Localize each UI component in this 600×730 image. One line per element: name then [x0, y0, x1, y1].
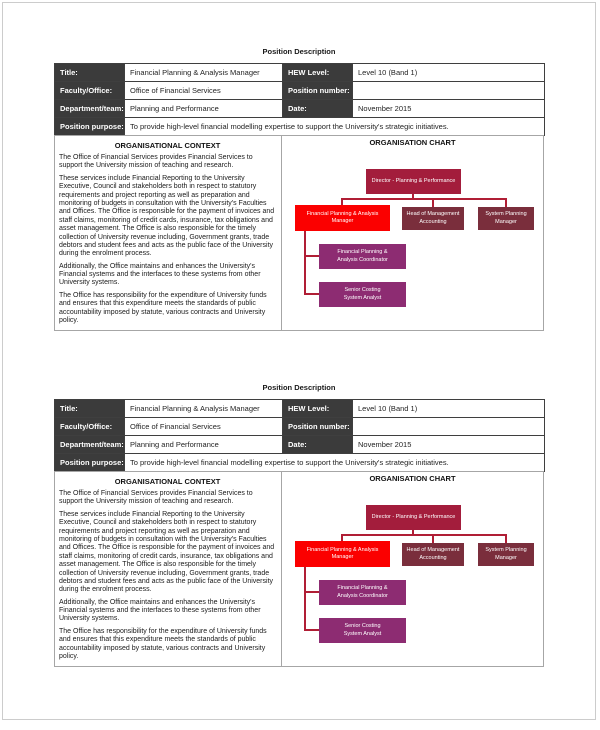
org-node-label: Financial Planning & Analysis Coordinator	[337, 249, 388, 263]
position-description-page	[54, 383, 544, 667]
organisational-context-section	[54, 135, 282, 331]
document-pages	[3, 3, 595, 667]
title-value: Financial Planning & Analysis Manager	[125, 400, 283, 418]
org-node-head-management-accounting	[402, 543, 464, 566]
context-paragraph: Additionally, the Office maintains and enhances the University's Financial systems and the interfaces to these systems from other University systems.	[59, 262, 261, 287]
table-row	[55, 436, 545, 454]
context-paragraph: The Office has responsibility for the expenditure of University funds and ensures that this expenditure meets the standards of public accountability imposed by statute, various contracts and University policy.	[59, 291, 267, 325]
org-node-label: Senior Costing System Analyst	[343, 287, 382, 301]
position-purpose-label: Position purpose:	[55, 454, 125, 472]
context-paragraph: The Office has responsibility for the expenditure of University funds and ensures that this expenditure meets the standards of public accountability imposed by statute, various contracts and University policy.	[59, 627, 267, 661]
organisational-context-heading: ORGANISATIONAL CONTEXT	[114, 477, 221, 486]
organisation-chart-heading: ORGANISATION CHART	[369, 138, 456, 147]
org-node-senior-costing-system-analyst	[319, 282, 406, 307]
org-connector	[304, 231, 306, 295]
position-info-table	[54, 399, 545, 472]
org-node-financial-planning-analysis-manager	[295, 205, 390, 231]
position-number-label: Position number:	[283, 418, 353, 436]
department-team-label: Department/team:	[55, 436, 125, 454]
context-and-chart-row	[54, 135, 544, 331]
org-node-financial-planning-analysis-coordinator	[319, 244, 406, 269]
position-description-page	[54, 47, 544, 331]
document-frame	[2, 2, 596, 720]
hew-level-label: HEW Level:	[283, 64, 353, 82]
org-connector	[341, 534, 507, 536]
org-connector	[341, 198, 507, 200]
context-paragraph: The Office of Financial Services provides Financial Services to support the University mission of teaching and research.	[59, 490, 253, 506]
org-connector	[306, 629, 319, 631]
org-connector	[505, 200, 507, 207]
date-label: Date:	[283, 436, 353, 454]
org-node-label: Senior Costing System Analyst	[343, 623, 382, 637]
table-row	[55, 82, 545, 100]
context-and-chart-row	[54, 471, 544, 667]
hew-level-value: Level 10 (Band 1)	[353, 64, 545, 82]
position-number-label: Position number:	[283, 82, 353, 100]
org-node-financial-planning-analysis-manager	[295, 541, 390, 567]
table-row	[55, 400, 545, 418]
org-node-system-planning-manager	[478, 207, 534, 230]
faculty-office-label: Faculty/Office:	[55, 82, 125, 100]
org-connector	[306, 591, 319, 593]
org-node-financial-planning-analysis-coordinator	[319, 580, 406, 605]
organisation-chart-heading: ORGANISATION CHART	[369, 474, 456, 483]
org-node-director	[366, 169, 461, 194]
title-label: Title:	[55, 400, 125, 418]
position-number-value	[353, 418, 545, 436]
position-purpose-value: To provide high-level financial modelling expertise to support the University's strategic initiatives.	[125, 118, 545, 136]
table-row	[55, 118, 545, 136]
org-node-label: System Planning Manager	[485, 211, 527, 225]
position-info-table	[54, 63, 545, 136]
hew-level-label: HEW Level:	[283, 400, 353, 418]
organisational-context-heading: ORGANISATIONAL CONTEXT	[114, 141, 221, 150]
position-number-value	[353, 82, 545, 100]
org-connector	[432, 200, 434, 207]
context-paragraph: These services include Financial Reporting to the University Executive, Council and stakeholders both in respect to statutory requirements and project reporting as well as preparation and monitoring of budgets in consultation with the University's Faculties and Offices. The Office is responsible for the payment of invoices and staff claims, monitoring of credit cards, insurance, tax obligations and asset management. The Office is also responsible for the timely collection of University revenue including, Government grants, trade debtors and student fees and acts as the public face of the University during the enrolment process.	[59, 510, 275, 594]
org-connector	[306, 293, 319, 295]
date-value: November 2015	[353, 436, 545, 454]
document-title: Position Description	[262, 47, 336, 56]
org-node-label: Financial Planning & Analysis Manager	[306, 210, 379, 224]
date-label: Date:	[283, 100, 353, 118]
org-node-label: Director - Planning & Performance	[371, 177, 456, 184]
faculty-office-label: Faculty/Office:	[55, 418, 125, 436]
context-paragraph: Additionally, the Office maintains and enhances the University's Financial systems and the interfaces to these systems from other University systems.	[59, 598, 261, 623]
org-node-label: Head of Management Accounting	[406, 547, 460, 561]
org-node-director	[366, 505, 461, 530]
org-node-label: Director - Planning & Performance	[371, 513, 456, 520]
context-paragraph: The Office of Financial Services provides Financial Services to support the University mission of teaching and research.	[59, 154, 253, 170]
hew-level-value: Level 10 (Band 1)	[353, 400, 545, 418]
org-connector	[432, 536, 434, 543]
org-node-label: Head of Management Accounting	[406, 211, 460, 225]
title-label: Title:	[55, 64, 125, 82]
position-purpose-label: Position purpose:	[55, 118, 125, 136]
department-team-value: Planning and Performance	[125, 100, 283, 118]
table-row	[55, 64, 545, 82]
org-node-system-planning-manager	[478, 543, 534, 566]
org-connector	[306, 255, 319, 257]
organisation-chart-section	[282, 471, 544, 667]
department-team-value: Planning and Performance	[125, 436, 283, 454]
org-node-senior-costing-system-analyst	[319, 618, 406, 643]
faculty-office-value: Office of Financial Services	[125, 418, 283, 436]
date-value: November 2015	[353, 100, 545, 118]
organisational-context-section	[54, 471, 282, 667]
document-title: Position Description	[262, 383, 336, 392]
org-node-head-management-accounting	[402, 207, 464, 230]
department-team-label: Department/team:	[55, 100, 125, 118]
table-row	[55, 418, 545, 436]
title-value: Financial Planning & Analysis Manager	[125, 64, 283, 82]
position-purpose-value: To provide high-level financial modelling expertise to support the University's strategic initiatives.	[125, 454, 545, 472]
context-paragraph: These services include Financial Reporting to the University Executive, Council and stakeholders both in respect to statutory requirements and project reporting as well as preparation and monitoring of budgets in consultation with the University's Faculties and Offices. The Office is responsible for the payment of invoices and staff claims, monitoring of credit cards, insurance, tax obligations and asset management. The Office is also responsible for the timely collection of University revenue including, Government grants, trade debtors and student fees and acts as the public face of the University during the enrolment process.	[59, 174, 275, 258]
table-row	[55, 100, 545, 118]
organisation-chart-section	[282, 135, 544, 331]
org-node-label: Financial Planning & Analysis Coordinator	[337, 585, 388, 599]
org-node-label: System Planning Manager	[485, 547, 527, 561]
org-node-label: Financial Planning & Analysis Manager	[306, 546, 379, 560]
org-connector	[505, 536, 507, 543]
org-connector	[304, 567, 306, 631]
faculty-office-value: Office of Financial Services	[125, 82, 283, 100]
table-row	[55, 454, 545, 472]
